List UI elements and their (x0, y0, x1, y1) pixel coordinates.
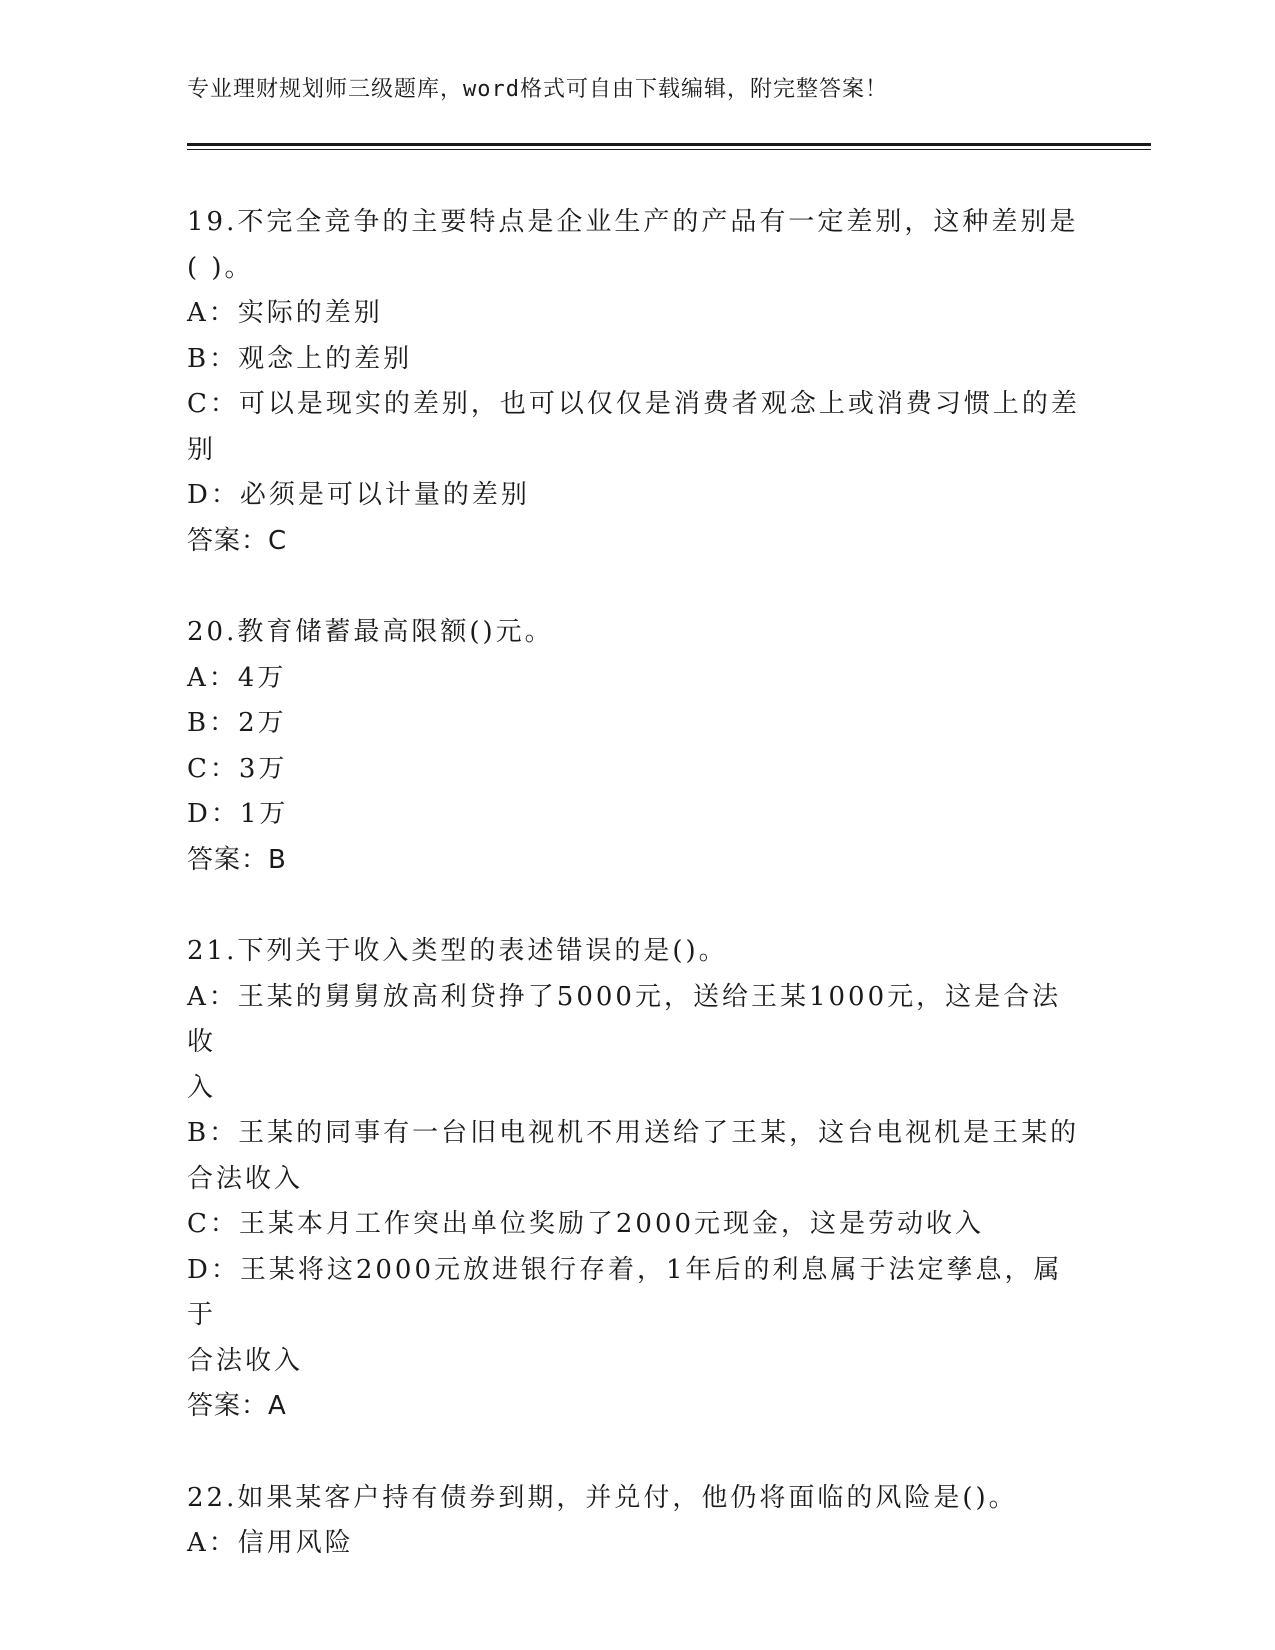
option-a: A：4万 (187, 662, 287, 693)
question-20 (187, 610, 1087, 883)
option-d: D：1万 (187, 799, 289, 829)
option-b-continued: 合法收入 (187, 1163, 304, 1194)
option-d: D：王某将这2000元放进银行存着，1年后的利息属于法定孳息，属于 (187, 1254, 1063, 1330)
answer-label: 答案：B (187, 844, 287, 875)
option-d-continued: 合法收入 (187, 1345, 304, 1376)
option-a: A：信用风险 (187, 1528, 354, 1558)
question-list (187, 200, 1087, 1613)
question-stem-continued: ( )。 (187, 252, 254, 283)
answer-label: 答案：A (187, 1391, 287, 1421)
question-19 (187, 200, 1087, 564)
page-header: 专业理财规划师三级题库，word格式可自由下载编辑，附完整答案！ (187, 77, 888, 102)
option-b: B：2万 (187, 708, 287, 738)
answer-label: 答案：C (187, 525, 288, 556)
question-21 (187, 929, 1087, 1430)
question-stem: 19.不完全竞争的主要特点是企业生产的产品有一定差别，这种差别是 (187, 207, 1079, 237)
option-c: C：可以是现实的差别，也可以仅仅是消费者观念上或消费习惯上的差 (187, 389, 1080, 419)
question-stem: 22.如果某客户持有债券到期，并兑付，他仍将面临的风险是()。 (187, 1482, 1018, 1513)
question-stem: 21.下列关于收入类型的表述错误的是()。 (187, 936, 728, 966)
option-c-continued: 别 (187, 434, 217, 465)
option-d: D：必须是可以计量的差别 (187, 480, 530, 510)
option-a: A：王某的舅舅放高利贷挣了5000元，送给王某1000元，这是合法收 (187, 981, 1062, 1057)
question-stem: 20.教育储蓄最高限额()元。 (187, 617, 554, 647)
header-rule-thin (187, 149, 1151, 150)
option-c: C：王某本月工作突出单位奖励了2000元现金，这是劳动收入 (187, 1209, 985, 1239)
option-a-continued: 入 (187, 1072, 217, 1103)
option-b: B：王某的同事有一台旧电视机不用送给了王某，这台电视机是王某的 (187, 1118, 1080, 1148)
header-rule-thick (187, 143, 1151, 146)
question-22 (187, 1476, 1087, 1567)
option-b: B：观念上的差别 (187, 343, 413, 374)
option-a: A：实际的差别 (187, 298, 383, 328)
option-c: C：3万 (187, 753, 288, 784)
